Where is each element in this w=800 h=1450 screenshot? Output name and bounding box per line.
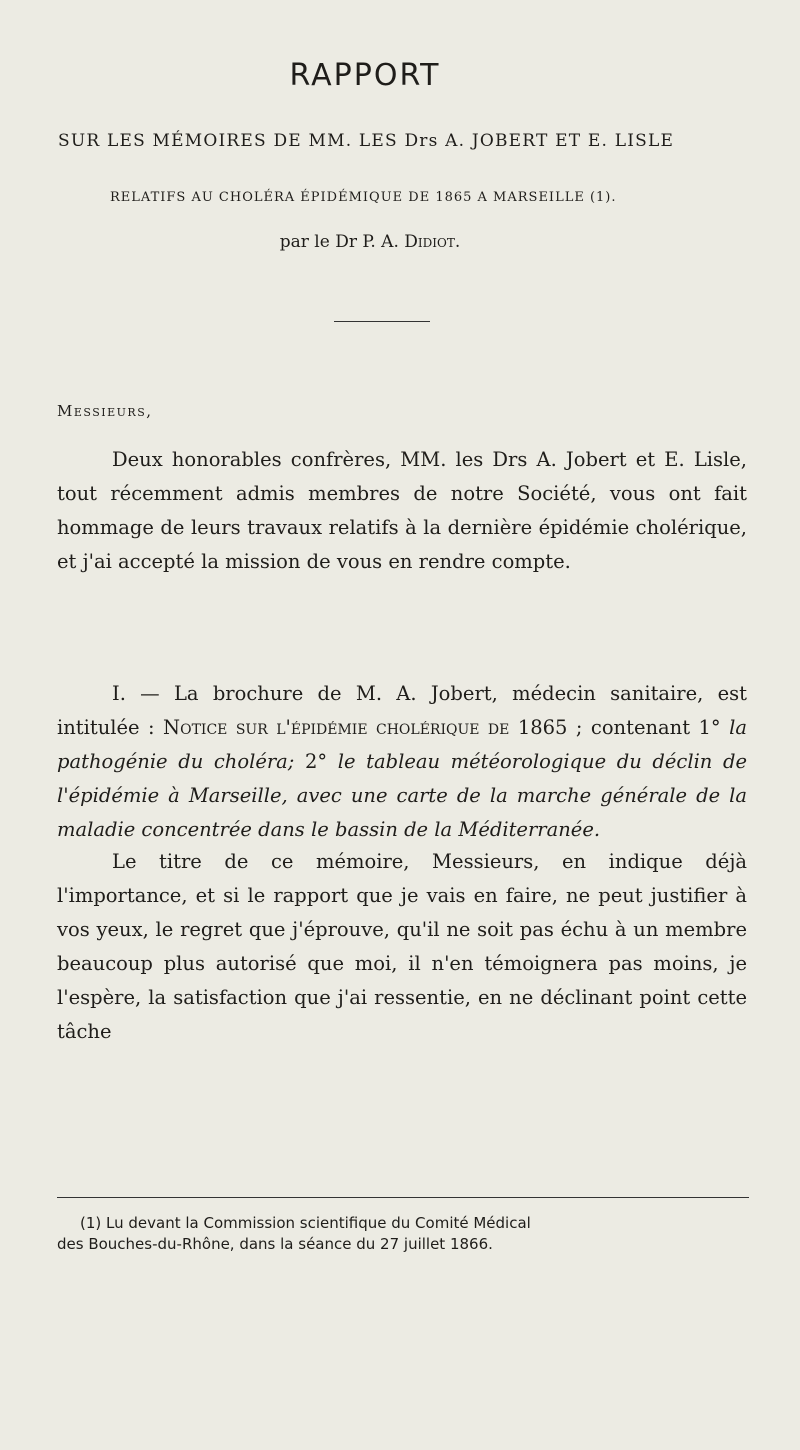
author-name: Didiot. [404, 232, 461, 252]
report-subtitle-line1: SUR LES MÉMOIRES DE MM. LES Drs A. JOBERT ET E. LISLE [58, 131, 675, 151]
title-divider [334, 321, 430, 322]
notice-item-1: la pathogénie du choléra; [57, 716, 747, 773]
footnote [57, 1213, 749, 1255]
report-subtitle-line2: RELATIFS AU CHOLÉRA ÉPIDÉMIQUE DE 1865 A MARSEILLE (1). [110, 190, 617, 205]
footnote-divider [57, 1197, 749, 1198]
footnote-line-1: (1) Lu devant la Commission scientifique du Comité Médical [80, 1214, 531, 1232]
paragraph-2-middle: 1865 ; contenant 1° [509, 716, 730, 739]
paragraph-1: Deux honorables confrères, MM. les Drs A. Jobert et E. Lisle, tout récemment admis membres de notre Société, vous ont fait hommage de leurs travaux relatifs à la dernière épidémie cholérique, et j'ai accepté la mission de vous en rendre compte. [57, 448, 747, 573]
paragraph-2-num2: 2° [294, 750, 338, 773]
notice-title-smallcaps: Notice sur l'épidémie cholérique de [163, 716, 510, 739]
author-prefix: par le Dr P. A. [279, 232, 399, 252]
footnote-line-2: des Bouches-du-Rhône, dans la séance du 27 juillet 1866. [57, 1235, 493, 1253]
paragraph-3: Le titre de ce mémoire, Messieurs, en indique déjà l'importance, et si le rapport que je vais en faire, ne peut justifier à vos yeux, le regret que j'éprouve, qu'il ne soit pas échu à un membre beaucoup plus autorisé que moi, il n'en témoignera pas moins, je l'espère, la satisfaction que j'ai ressentie, en ne déclinant point cette tâche [57, 850, 747, 1043]
paragraph-2-start: I. — La brochure de M. A. Jobert, médecin sanitaire, est intitulée : [57, 682, 747, 739]
notice-item-2: le tableau météorologique du déclin de l'épidémie à Marseille, avec une carte de la marche générale de la maladie concentrée dans le bassin de la Méditerranée. [57, 750, 747, 841]
report-title: RAPPORT [289, 58, 441, 93]
paragraph-2 [57, 677, 747, 847]
author-line [0, 232, 740, 252]
salutation: Messieurs, [57, 402, 153, 420]
